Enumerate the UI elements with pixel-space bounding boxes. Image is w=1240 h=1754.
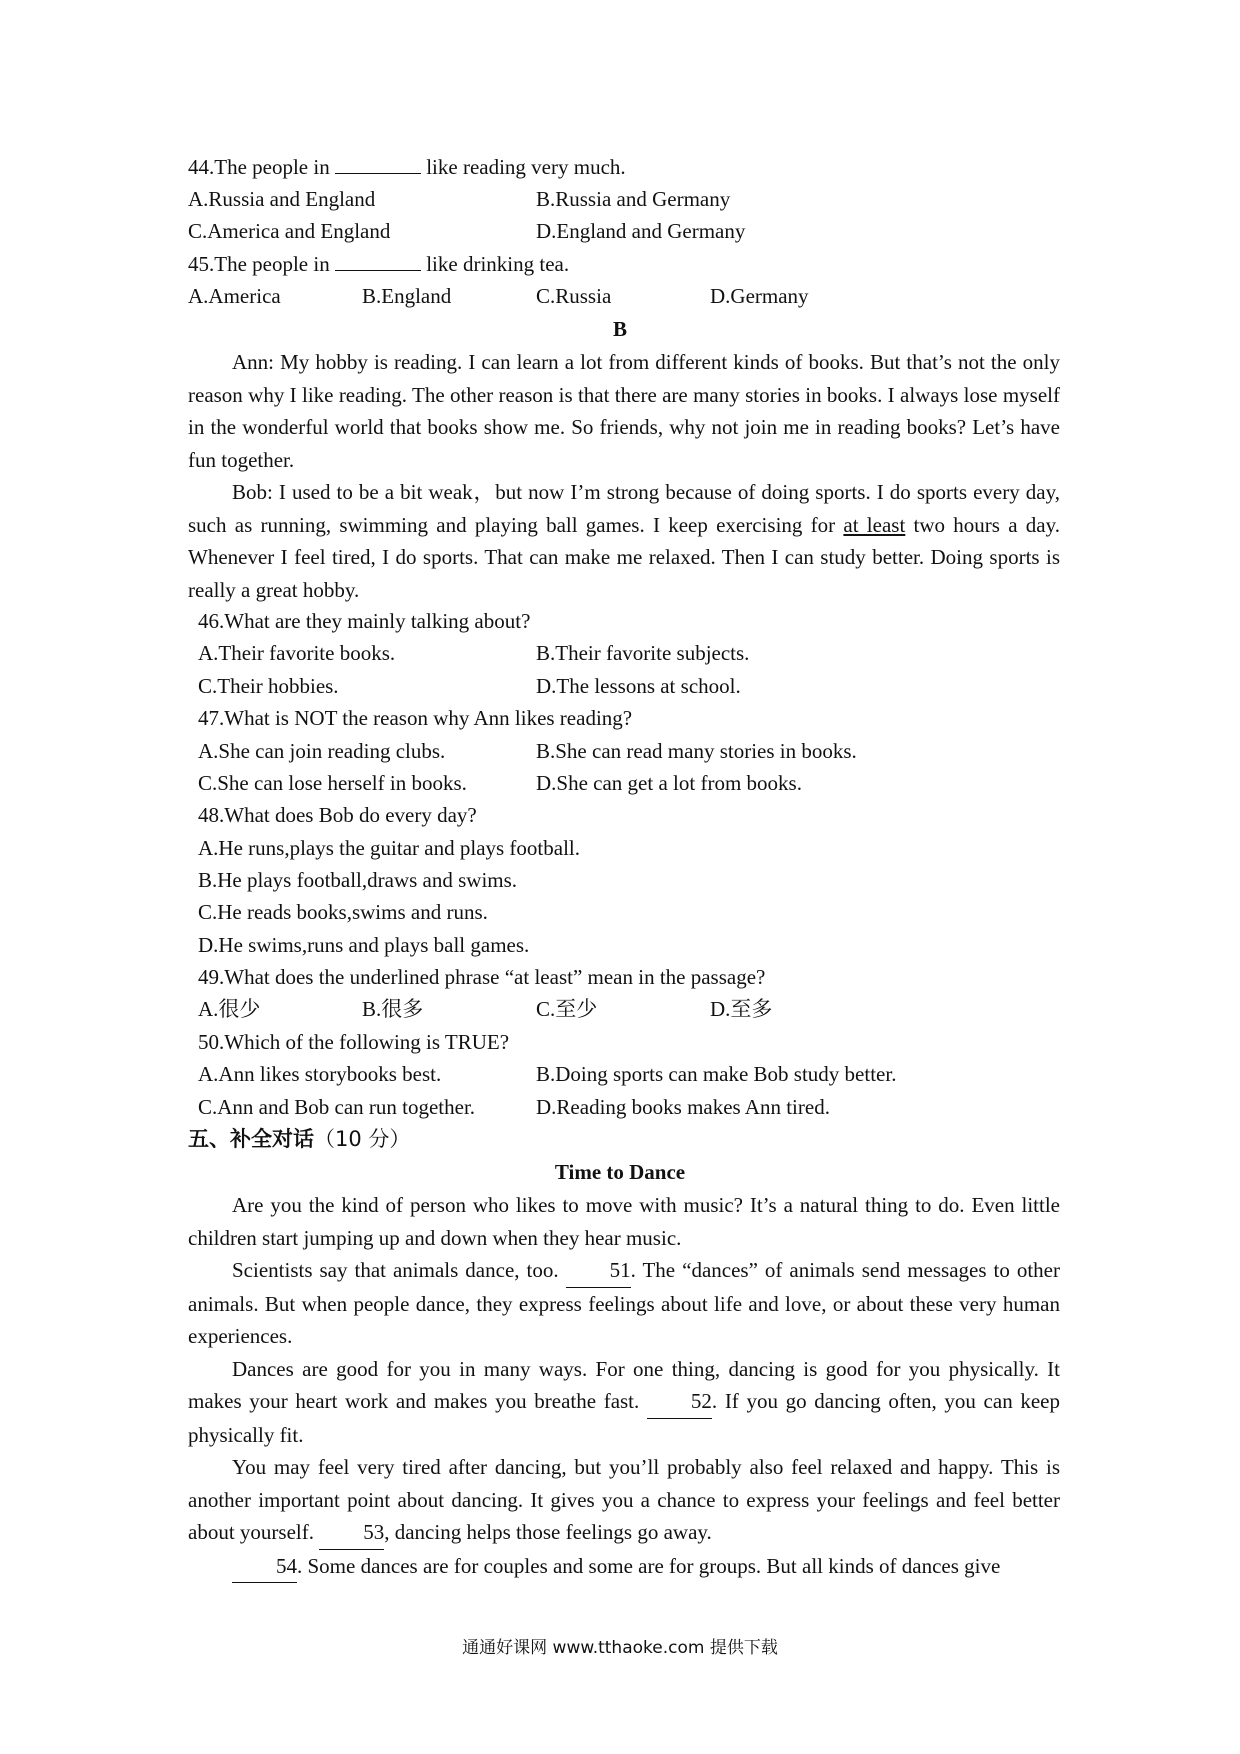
bob-text-post: two hours a day. Whenever I feel tired, I do sports. That can make me relaxed. Then I can study better. Doing sports is really a great hobby. — [188, 512, 1061, 602]
dance-paragraph-2 — [188, 1254, 1060, 1353]
q49-option-b: B.很多 — [362, 997, 424, 1021]
q49-option-a: A.很少 — [198, 997, 261, 1021]
bob-text-pre: Bob: I used to be a bit weak，but now I’m strong because of doing sports. I do sports every day, such as running, swimming and playing ball games. I keep exercising for — [188, 480, 1060, 537]
section-five-score: （10 分） — [314, 1127, 411, 1151]
dance-passage — [188, 1189, 1060, 1583]
q45-stem-post: like drinking tea. — [426, 252, 570, 276]
blank-53: 53 — [319, 1516, 384, 1550]
q46-option-b: B.Their favorite subjects. — [536, 641, 750, 665]
p5-text-post: . Some dances are for couples and some are for groups. But all kinds of dances give — [297, 1553, 1001, 1578]
q50-option-b: B.Doing sports can make Bob study better. — [536, 1062, 897, 1086]
q47-option-b: B.She can read many stories in books. — [536, 739, 857, 763]
q45-blank — [335, 252, 421, 271]
q49-option-c: C.至少 — [536, 997, 598, 1021]
p4-text-pre: You may feel very tired after dancing, but you’ll probably also feel relaxed and happy. This is another important point about dancing. It gives you a chance to express your feelings and feel better about yourself. — [188, 1455, 1060, 1544]
q45-option-c: C.Russia — [536, 284, 612, 308]
p3-text-pre: Dances are good for you in many ways. For one thing, dancing is good for you physically. It makes your heart work and makes you breathe fast. — [188, 1356, 1060, 1413]
blank-54: 54 — [232, 1550, 297, 1584]
q44-blank — [335, 155, 421, 174]
dance-paragraph-5 — [188, 1550, 1060, 1584]
q48-option-b: B.He plays football,draws and swims. — [198, 868, 518, 892]
p3-text-post: . If you go dancing often, you can keep physically fit. — [188, 1389, 1060, 1447]
q47-option-d: D.She can get a lot from books. — [536, 771, 802, 795]
dance-paragraph-1: Are you the kind of person who likes to move with music? It’s a natural thing to do. Even little children start jumping up and down when they hear music. — [188, 1193, 1060, 1250]
bob-paragraph — [188, 476, 1060, 606]
q50-option-d: D.Reading books makes Ann tired. — [536, 1095, 830, 1119]
q50-option-c: C.Ann and Bob can run together. — [198, 1095, 476, 1119]
section-five-heading — [188, 1124, 410, 1154]
q45-option-b: B.England — [362, 284, 452, 308]
p2-text-post: . The “dances” of animals send messages to other animals. But when people dance, they express feelings about life and love, or about these very human experiences. — [188, 1258, 1060, 1348]
q45-option-d: D.Germany — [710, 284, 809, 308]
q46-option-c: C.Their hobbies. — [198, 674, 339, 698]
q46-stem: 46.What are they mainly talking about? — [198, 609, 531, 633]
footer-source: 通通好课网 www.tthaoke.com 提供下载 — [462, 1638, 778, 1658]
q44-option-c: C.America and England — [188, 219, 391, 243]
q45-option-a: A.America — [188, 284, 281, 308]
q48-option-d: D.He swims,runs and plays ball games. — [198, 933, 530, 957]
q46-option-d: D.The lessons at school. — [536, 674, 741, 698]
q45-stem-pre: 45.The people in — [188, 252, 330, 276]
q48-stem: 48.What does Bob do every day? — [198, 803, 477, 827]
part-b-title: B — [612, 317, 627, 341]
q47-option-c: C.She can lose herself in books. — [198, 771, 467, 795]
dance-paragraph-3 — [188, 1353, 1060, 1452]
q44-stem — [188, 152, 626, 182]
p2-text-pre: Scientists say that animals dance, too. — [232, 1258, 566, 1282]
underlined-phrase: at least — [843, 512, 906, 537]
blank-51: 51 — [566, 1254, 631, 1288]
q44-option-b: B.Russia and Germany — [536, 187, 731, 211]
q47-stem: 47.What is NOT the reason why Ann likes reading? — [198, 706, 633, 730]
q50-option-a: A.Ann likes storybooks best. — [198, 1062, 442, 1086]
q48-option-c: C.He reads books,swims and runs. — [198, 900, 488, 924]
q47-option-a: A.She can join reading clubs. — [198, 739, 446, 763]
q50-stem: 50.Which of the following is TRUE? — [198, 1030, 510, 1054]
section-five-title: 五、补全对话 — [188, 1127, 314, 1151]
q48-option-a: A.He runs,plays the guitar and plays football. — [198, 836, 580, 860]
blank-52: 52 — [647, 1385, 712, 1419]
dance-paragraph-4 — [188, 1451, 1060, 1550]
q44-stem-post: like reading very much. — [426, 155, 626, 179]
q44-option-a: A.Russia and England — [188, 187, 376, 211]
q49-stem: 49.What does the underlined phrase “at least” mean in the passage? — [198, 965, 766, 989]
p4-text-post: , dancing helps those feelings go away. — [384, 1520, 712, 1544]
q44-stem-pre: 44.The people in — [188, 155, 330, 179]
q45-stem — [188, 249, 569, 279]
q46-option-a: A.Their favorite books. — [198, 641, 396, 665]
q49-option-d: D.至多 — [710, 997, 773, 1021]
part-b-passage — [188, 346, 1060, 606]
q44-option-d: D.England and Germany — [536, 219, 746, 243]
ann-paragraph: Ann: My hobby is reading. I can learn a lot from different kinds of books. But that’s not the only reason why I like reading. The other reason is that there are many stories in books. I always lose myself in the wonderful world that books show me. So friends, why not join me in reading books? Let’s have fun together. — [188, 350, 1060, 472]
passage-title: Time to Dance — [554, 1160, 686, 1184]
